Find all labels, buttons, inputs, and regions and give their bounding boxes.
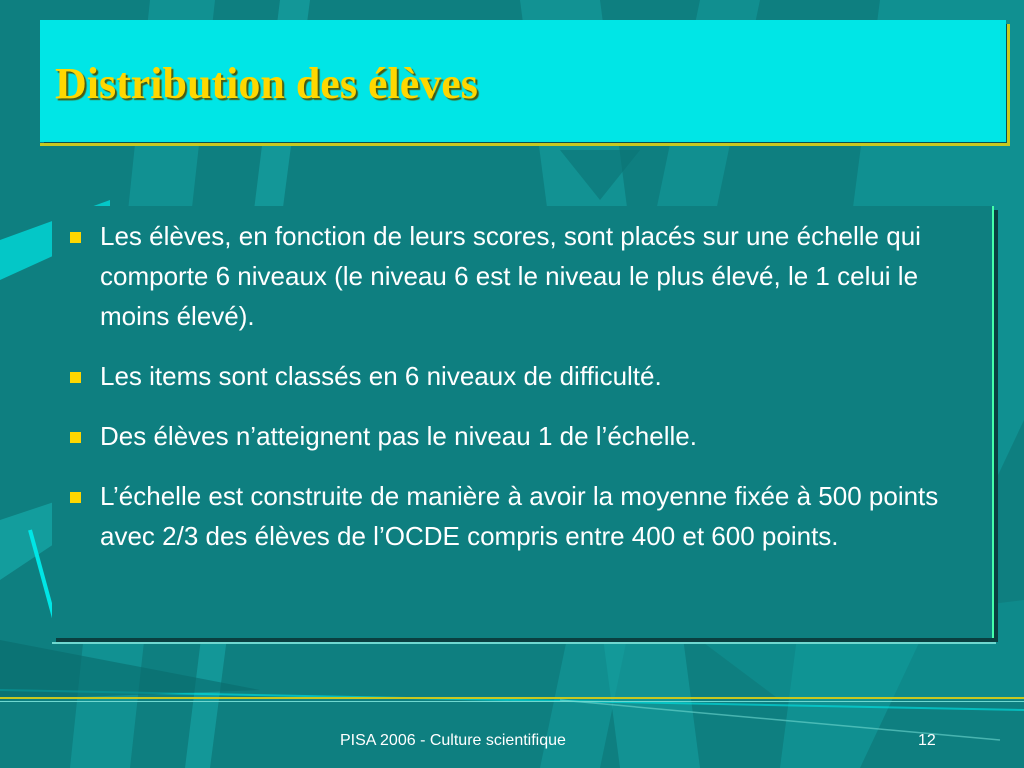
footer-divider <box>0 697 1024 699</box>
bullet-item <box>70 356 950 396</box>
title-box <box>40 20 1006 142</box>
title-accent-line <box>40 143 1010 146</box>
bullet-item <box>70 476 950 556</box>
footer-divider-secondary <box>0 701 1024 702</box>
content-box <box>52 206 994 638</box>
bullet-text: Les items sont classés en 6 niveaux de difficulté. <box>100 361 662 391</box>
slide-number: 12 <box>918 732 936 749</box>
bullet-text: Des élèves n’atteignent pas le niveau 1 de l’échelle. <box>100 421 697 451</box>
square-bullet-icon <box>70 232 81 243</box>
slide-title: Distribution des élèves <box>55 59 478 108</box>
square-bullet-icon <box>70 432 81 443</box>
bullet-item <box>70 416 950 456</box>
square-bullet-icon <box>70 372 81 383</box>
bullet-text: L’échelle est construite de manière à avoir la moyenne fixée à 500 points avec 2/3 des élèves de l’OCDE compris entre 400 et 600 points. <box>100 481 939 551</box>
bullet-item <box>70 216 950 336</box>
square-bullet-icon <box>70 492 81 503</box>
content-bottom-line <box>52 642 996 644</box>
bullet-list <box>70 216 950 576</box>
title-accent-line-right <box>1007 24 1010 146</box>
bullet-text: Les élèves, en fonction de leurs scores, sont placés sur une échelle qui comporte 6 niveaux (le niveau 6 est le niveau le plus élevé, le 1 celui le moins élevé). <box>100 221 921 331</box>
footer-text: PISA 2006 - Culture scientifique <box>340 732 566 749</box>
